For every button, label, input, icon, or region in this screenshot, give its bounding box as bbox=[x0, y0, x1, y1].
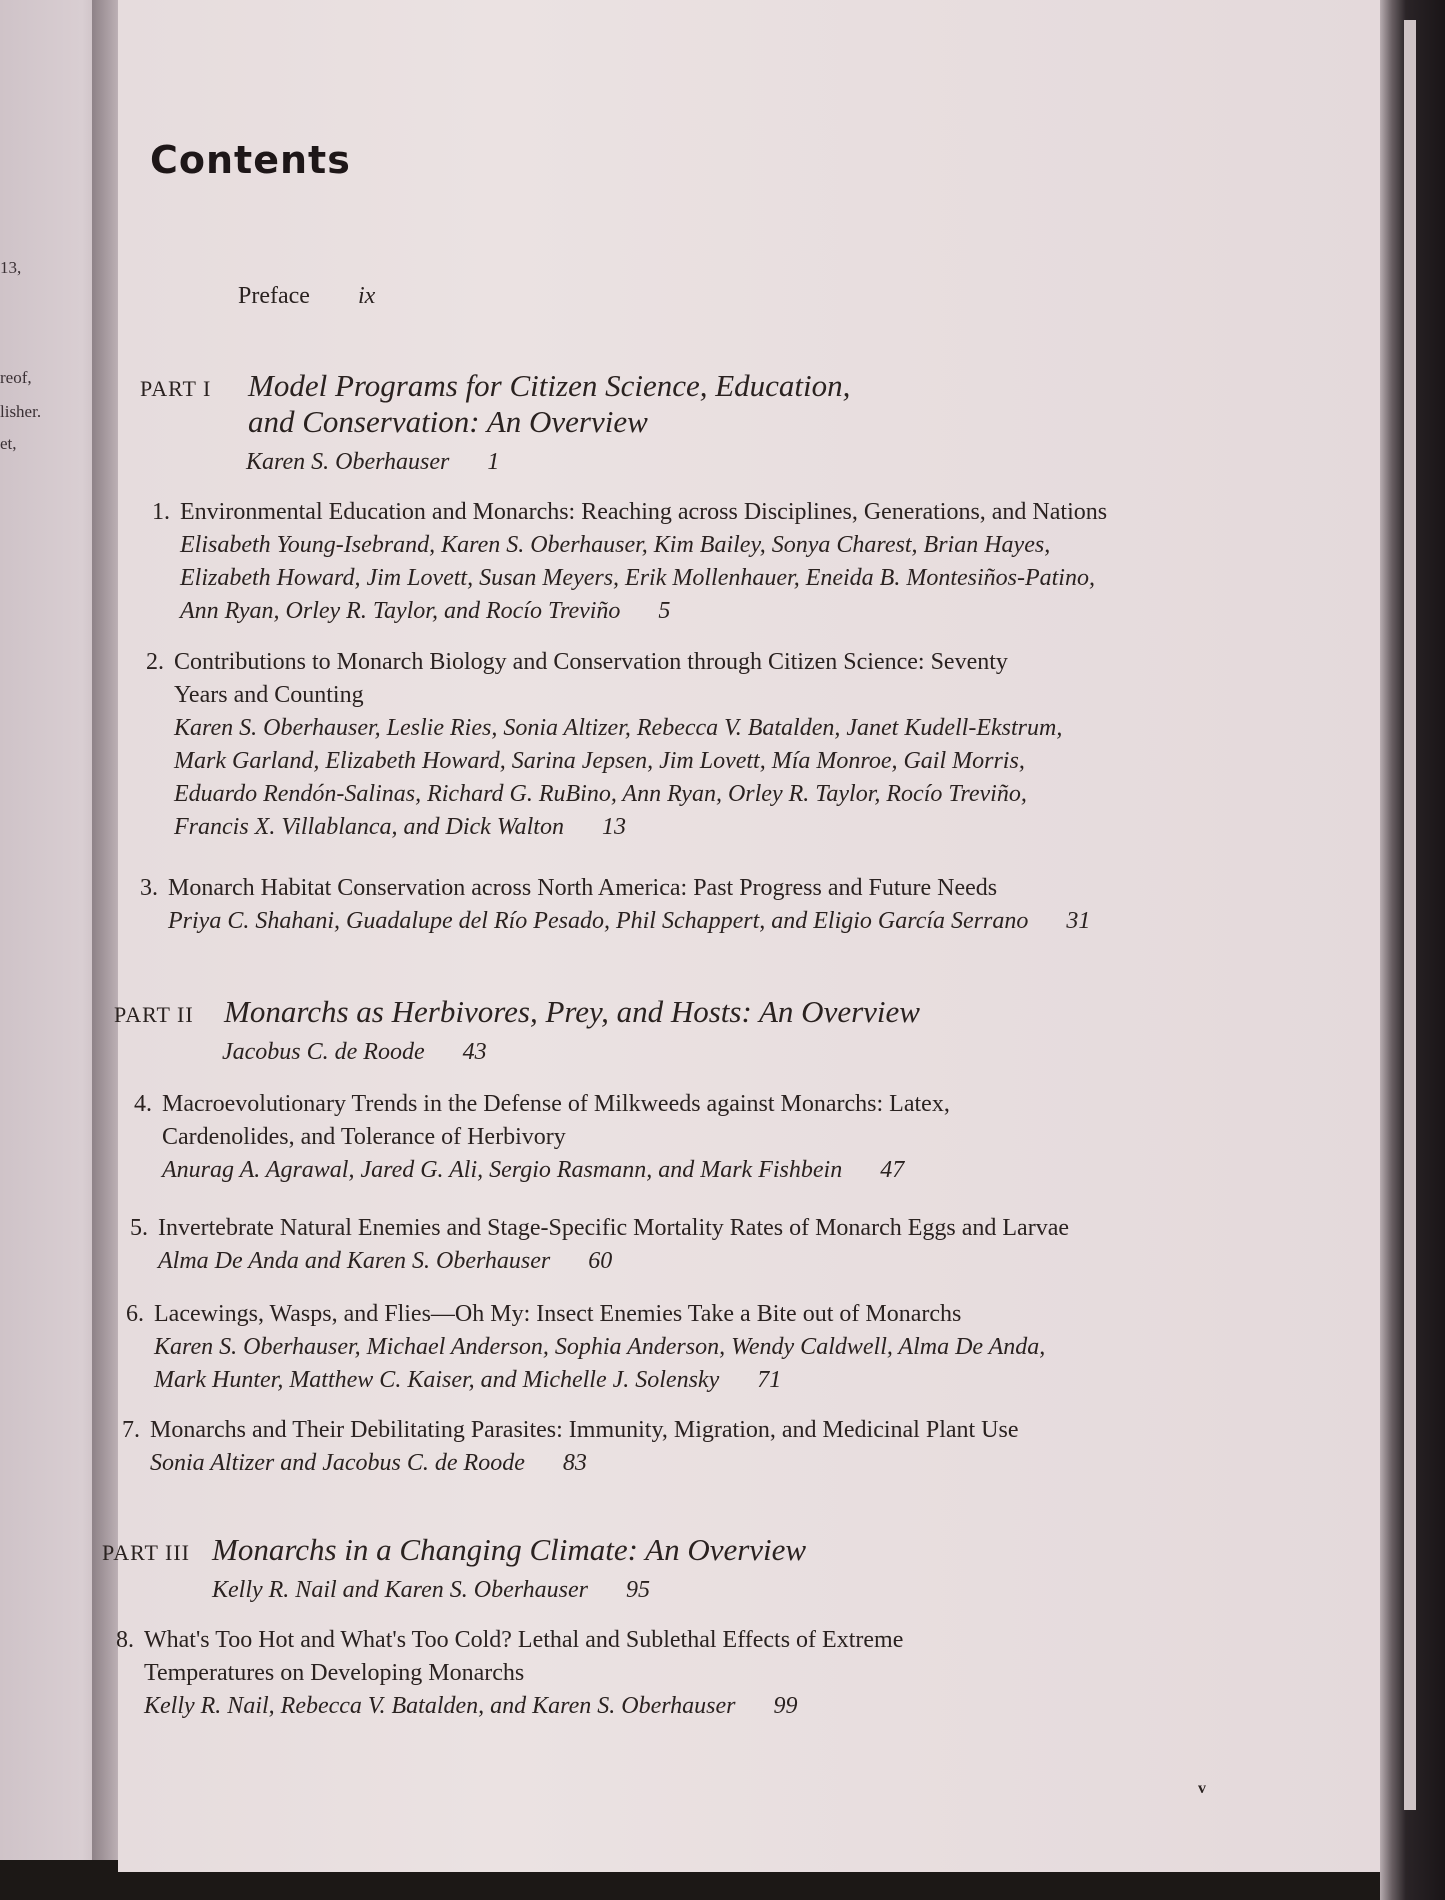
part-label: PART II bbox=[114, 1002, 194, 1027]
chapter-title: Monarchs and Their Debilitating Parasites: Immunity, Migration, and Medicinal Plant Use bbox=[150, 1417, 1019, 1443]
folio-page-number: v bbox=[1198, 1780, 1206, 1797]
chapter-authors: Mark Hunter, Matthew C. Kaiser, and Michelle J. Solensky bbox=[154, 1367, 720, 1393]
chapter-authors: Ann Ryan, Orley R. Taylor, and Rocío Treviño bbox=[180, 598, 621, 624]
preface-label: Preface bbox=[238, 283, 310, 309]
chapter-authors: Elisabeth Young-Isebrand, Karen S. Oberhauser, Kim Bailey, Sonya Charest, Brian Hayes, bbox=[180, 532, 1051, 558]
part-title bbox=[248, 368, 850, 440]
chapter-title: Contributions to Monarch Biology and Conservation through Citizen Science: Seventy bbox=[174, 649, 1008, 675]
chapter-number: 1. bbox=[152, 499, 170, 525]
chapter-number: 7. bbox=[122, 1417, 140, 1443]
chapter-authors: Anurag A. Agrawal, Jared G. Ali, Sergio Rasmann, and Mark Fishbein bbox=[162, 1157, 843, 1183]
chapter-number: 2. bbox=[146, 649, 164, 675]
chapter-title: Years and Counting bbox=[174, 682, 364, 708]
chapter-entry bbox=[134, 646, 1062, 844]
chapter-entry bbox=[114, 1298, 1045, 1397]
chapter-authors: Francis X. Villablanca, and Dick Walton bbox=[174, 814, 564, 840]
page-number: 5 bbox=[658, 598, 671, 624]
chapter-title: Cardenolides, and Tolerance of Herbivory bbox=[162, 1124, 566, 1150]
facing-page-text: reof, bbox=[0, 368, 32, 387]
page-number: 83 bbox=[562, 1450, 587, 1476]
chapter-authors: Sonia Altizer and Jacobus C. de Roode bbox=[150, 1450, 525, 1476]
chapter-number: 5. bbox=[130, 1215, 148, 1241]
facing-page-text: et, bbox=[0, 434, 17, 453]
chapter-title: Macroevolutionary Trends in the Defense of Milkweeds against Monarchs: Latex, bbox=[162, 1091, 950, 1117]
chapter-title: Monarch Habitat Conservation across North America: Past Progress and Future Needs bbox=[168, 875, 998, 901]
chapter-title: Temperatures on Developing Monarchs bbox=[144, 1660, 525, 1686]
part-title-line: Model Programs for Citizen Science, Education, bbox=[248, 368, 851, 403]
chapter-authors: Elizabeth Howard, Jim Lovett, Susan Meyers, Erik Mollenhauer, Eneida B. Montesiños-Patino, bbox=[180, 565, 1095, 591]
chapter-number: 3. bbox=[140, 875, 158, 901]
part-author: Kelly R. Nail and Karen S. Oberhauser bbox=[212, 1577, 588, 1603]
part-author-line bbox=[246, 446, 499, 479]
page-number: 1 bbox=[487, 449, 500, 475]
chapter-authors: Kelly R. Nail, Rebecca V. Batalden, and Karen S. Oberhauser bbox=[144, 1693, 736, 1719]
part-author-line bbox=[222, 1036, 487, 1069]
part-author: Jacobus C. de Roode bbox=[222, 1039, 425, 1065]
chapter-entry bbox=[118, 1212, 1069, 1278]
part-title-line: Monarchs in a Changing Climate: An Overview bbox=[212, 1532, 807, 1567]
page-number: 60 bbox=[588, 1248, 613, 1274]
chapter-entry bbox=[128, 872, 1090, 938]
page-number: 47 bbox=[880, 1157, 905, 1183]
part-label: PART III bbox=[102, 1540, 190, 1565]
page-number: 99 bbox=[773, 1693, 798, 1719]
part-label: PART I bbox=[140, 376, 212, 401]
page-number: 95 bbox=[625, 1577, 650, 1603]
chapter-number: 6. bbox=[126, 1301, 144, 1327]
part-author-line bbox=[212, 1574, 650, 1607]
chapter-entry bbox=[122, 1088, 950, 1187]
chapter-entry bbox=[140, 496, 1107, 628]
chapter-authors: Priya C. Shahani, Guadalupe del Río Pesado, Phil Schappert, and Eligio García Serrano bbox=[168, 908, 1029, 934]
chapter-authors: Karen S. Oberhauser, Leslie Ries, Sonia Altizer, Rebecca V. Batalden, Janet Kudell-Ekstrum, bbox=[174, 715, 1063, 741]
page-title: Contents bbox=[150, 138, 351, 182]
chapter-authors: Alma De Anda and Karen S. Oberhauser bbox=[158, 1248, 551, 1274]
chapter-authors: Mark Garland, Elizabeth Howard, Sarina Jepsen, Jim Lovett, Mía Monroe, Gail Morris, bbox=[174, 748, 1025, 774]
page-number: 13 bbox=[601, 814, 626, 840]
chapter-entry bbox=[104, 1624, 903, 1723]
part-title-line: Monarchs as Herbivores, Prey, and Hosts: An Overview bbox=[224, 994, 920, 1029]
chapter-title: What's Too Hot and What's Too Cold? Lethal and Sublethal Effects of Extreme bbox=[144, 1627, 904, 1653]
part-title-line: and Conservation: An Overview bbox=[248, 404, 648, 439]
part-author: Karen S. Oberhauser bbox=[246, 449, 450, 475]
page-number: 71 bbox=[757, 1367, 782, 1393]
preface-entry bbox=[238, 280, 375, 313]
page-number: 43 bbox=[462, 1039, 487, 1065]
contents-page bbox=[102, 0, 1380, 1872]
chapter-title: Environmental Education and Monarchs: Reaching across Disciplines, Generations, and Nations bbox=[180, 499, 1108, 525]
chapter-authors: Karen S. Oberhauser, Michael Anderson, Sophia Anderson, Wendy Caldwell, Alma De Anda, bbox=[154, 1334, 1046, 1360]
part-title bbox=[224, 994, 920, 1030]
chapter-number: 4. bbox=[134, 1091, 152, 1117]
facing-page-text: lisher. bbox=[0, 402, 42, 421]
facing-page-text: 13, bbox=[0, 258, 22, 277]
chapter-title: Lacewings, Wasps, and Flies—Oh My: Insect Enemies Take a Bite out of Monarchs bbox=[154, 1301, 962, 1327]
chapter-entry bbox=[110, 1414, 1019, 1480]
chapter-authors: Eduardo Rendón-Salinas, Richard G. RuBino, Ann Ryan, Orley R. Taylor, Rocío Treviño, bbox=[174, 781, 1027, 807]
page-number: 31 bbox=[1066, 908, 1091, 934]
part-title bbox=[212, 1532, 806, 1568]
page-stack-edge bbox=[1404, 20, 1416, 1810]
chapter-number: 8. bbox=[116, 1627, 134, 1653]
page-number: ix bbox=[357, 283, 376, 309]
chapter-title: Invertebrate Natural Enemies and Stage-Specific Mortality Rates of Monarch Eggs and Larvae bbox=[158, 1215, 1069, 1241]
